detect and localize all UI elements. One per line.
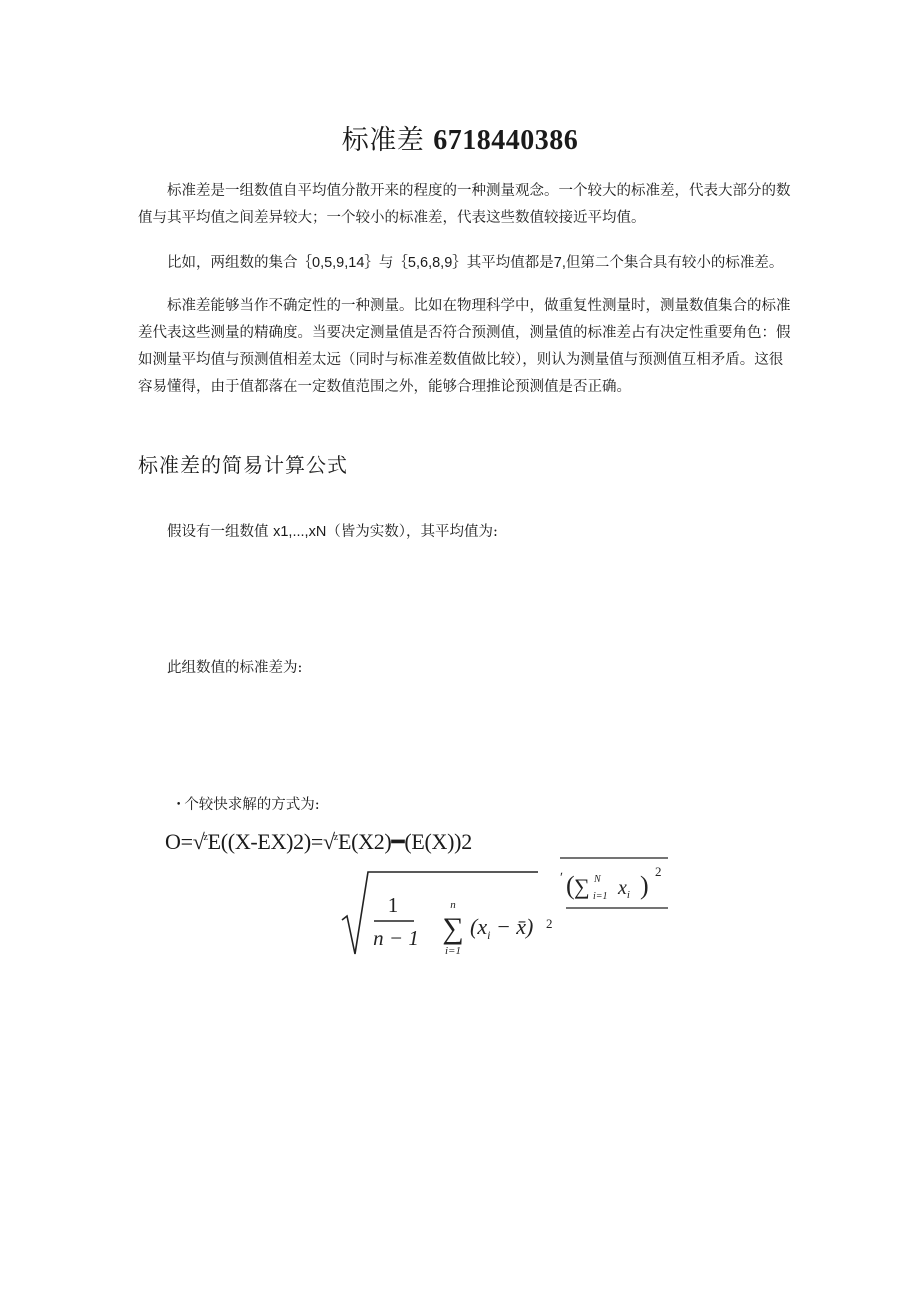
fraction-denominator: n − 1	[373, 926, 419, 950]
sum-lower-limit: i=1	[445, 945, 461, 957]
formula-part1: O=√	[165, 829, 205, 854]
title-prefix: 标准差	[341, 125, 425, 156]
sqrt-radical	[342, 872, 538, 954]
sum2-upper: N	[594, 874, 601, 885]
close-paren: )	[640, 871, 649, 900]
open-paren: (	[566, 871, 575, 900]
sum2-term-x: x	[618, 877, 627, 899]
sum2-term	[617, 877, 630, 901]
p2-set1: 0,5,9,14	[312, 255, 365, 271]
sum2-lower: i=1	[593, 891, 608, 902]
l1-vars: x1,...,xN	[273, 524, 327, 540]
sum-body-rest: − x̄)	[490, 914, 534, 939]
std-formula-image	[338, 868, 568, 963]
formula-part2: E((X-EX)2)=√	[207, 829, 335, 854]
fraction-numerator: 1	[387, 893, 399, 917]
l1-text-a: 假设有一组数值	[167, 524, 269, 540]
p2-text-d: 但第二个集合具有较小的标准差。	[565, 255, 784, 271]
formula-part3: E(X2)━(E(X))2	[337, 829, 472, 854]
sum-power: 2	[546, 916, 553, 931]
sum-body-open: (x	[470, 914, 488, 939]
apostrophe-mark: ʹ	[560, 871, 564, 886]
sum2-term-sub: i	[626, 889, 630, 901]
formula-sup2: z	[333, 832, 338, 843]
p2-text-c: ｝其平均值都是	[452, 255, 554, 271]
p2-text-a: 比如，两组数的集合｛	[167, 255, 312, 271]
sum-body-sub: i	[487, 928, 491, 942]
sum-body	[470, 914, 533, 942]
title-number: 6718440386	[433, 125, 579, 156]
squared-sum-image	[560, 852, 670, 914]
sigma-symbol: ∑	[442, 912, 464, 945]
sum-upper-limit: n	[450, 899, 456, 911]
section-heading: 标准差的简易计算公式	[138, 453, 348, 477]
sum2-power: 2	[655, 864, 662, 879]
p2-mean: 7,	[553, 255, 566, 271]
std-intro-line: 此组数值的标准差为:	[167, 660, 303, 676]
quick-method-line	[176, 793, 320, 814]
l1-text-b: （皆为实数），其平均值为:	[326, 524, 498, 540]
bullet-icon: •	[176, 800, 182, 810]
paragraph-uncertainty: 标准差能够当作不确定性的一种测量。比如在物理科学中，做重复性测量时，测量数值集合的标准差代表这些测量的精确度。当要决定测量值是否符合预测值，测量值的标准差占有决定性重要角色：假如测量平均值与预测值相差太远（同时与标准差数值做比较），则认为测量值与预测值互相矛盾。这很容易懂得，由于值都落在一定数值范围之外，能够合理推论预测值是否正确。	[138, 298, 791, 395]
formula-text	[165, 829, 472, 855]
p2-text-b: ｝与｛	[364, 255, 408, 271]
page-title	[0, 118, 920, 157]
p2-set2: 5,6,8,9	[407, 255, 453, 271]
paragraph-example	[138, 250, 792, 277]
formula-sup1: z	[203, 832, 208, 843]
paragraph-definition: 标准差是一组数值自平均值分散开来的程度的一种测量观念。一个较大的标准差，代表大部分的数值与其平均值之间差异较大；一个较小的标准差，代表这些数值较接近平均值。	[138, 183, 791, 226]
sigma-symbol-2: ∑	[574, 874, 590, 899]
l3-text: 个较快求解的方式为:	[184, 797, 320, 813]
mean-intro-line	[167, 520, 498, 541]
